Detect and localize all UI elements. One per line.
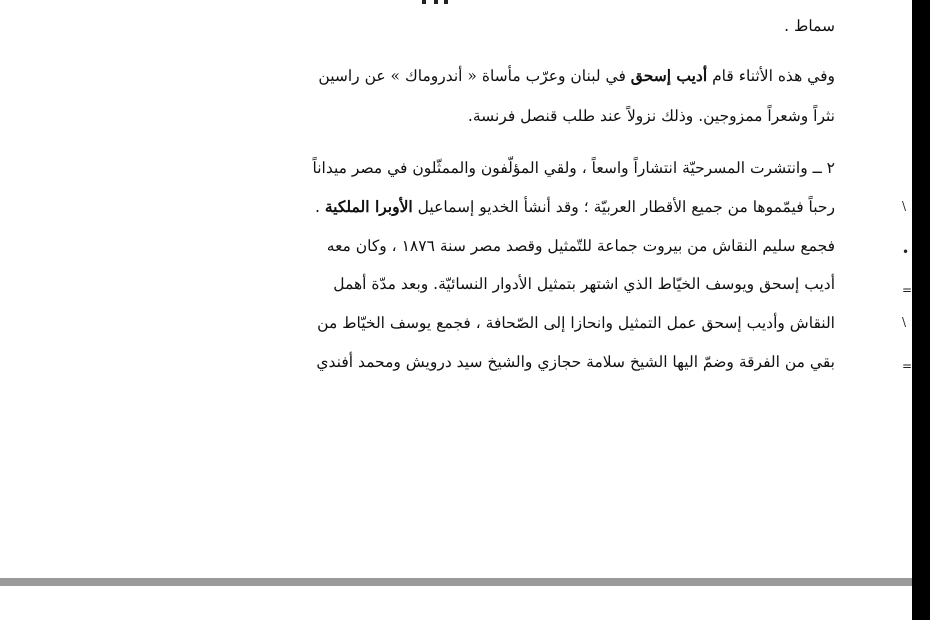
window-right-border <box>912 0 930 620</box>
margin-marks: \ • = \ = <box>902 199 913 373</box>
paragraph-line-1 <box>150 66 835 88</box>
top-fragment: سماط . <box>784 17 835 35</box>
paragraph-line-3: ٢ ــ وانتشرت المسرحيّة انتشاراً واسعاً ، ولقي المؤلّفون والممثّلون في مصر ميداناً <box>312 159 835 177</box>
opera-name-bold: الأوبرا الملكية <box>324 197 413 216</box>
line-4-text-start: رحباً فيمّموها من جميع الأقطار العربيّة ؛ وقد أنشأ الخديو إسماعيل <box>412 198 835 216</box>
line-1-text-start: وفي هذه الأثناء قام <box>707 67 835 85</box>
line-4-text-end: . <box>315 198 325 216</box>
author-name-bold: أديب إسحق <box>630 66 708 85</box>
paragraph-line-8: بقي من الفرقة وضمّ اليها الشيخ سلامة حجازي والشيخ سيد درويش ومحمد أفندي <box>316 353 835 371</box>
line-1-text-end: في لبنان وعرّب مأساة « أندروماك » عن راسين <box>318 67 631 85</box>
paragraph-line-5: فجمع سليم النقاش من بيروت جماعة للتّمثيل وقصد مصر سنة ١٨٧٦ ، وكان معه <box>326 237 835 255</box>
cut-off-glyphs <box>420 0 450 4</box>
paragraph-line-7: النقاش وأديب إسحق عمل التمثيل وانحازا إلى الصّحافة ، فجمع يوسف الخيّاط من <box>317 314 835 332</box>
paragraph-line-4 <box>150 197 835 219</box>
page-bottom-edge <box>0 578 912 586</box>
paragraph-line-6: أديب إسحق ويوسف الخيّاط الذي اشتهر بتمثيل الأدوار النسائيّة. وبعد مدّة أهمل <box>333 275 835 293</box>
paragraph-line-2: نثراً وشعراً ممزوجين. وذلك نزولاً عند طلب قنصل فرنسة. <box>467 107 835 125</box>
